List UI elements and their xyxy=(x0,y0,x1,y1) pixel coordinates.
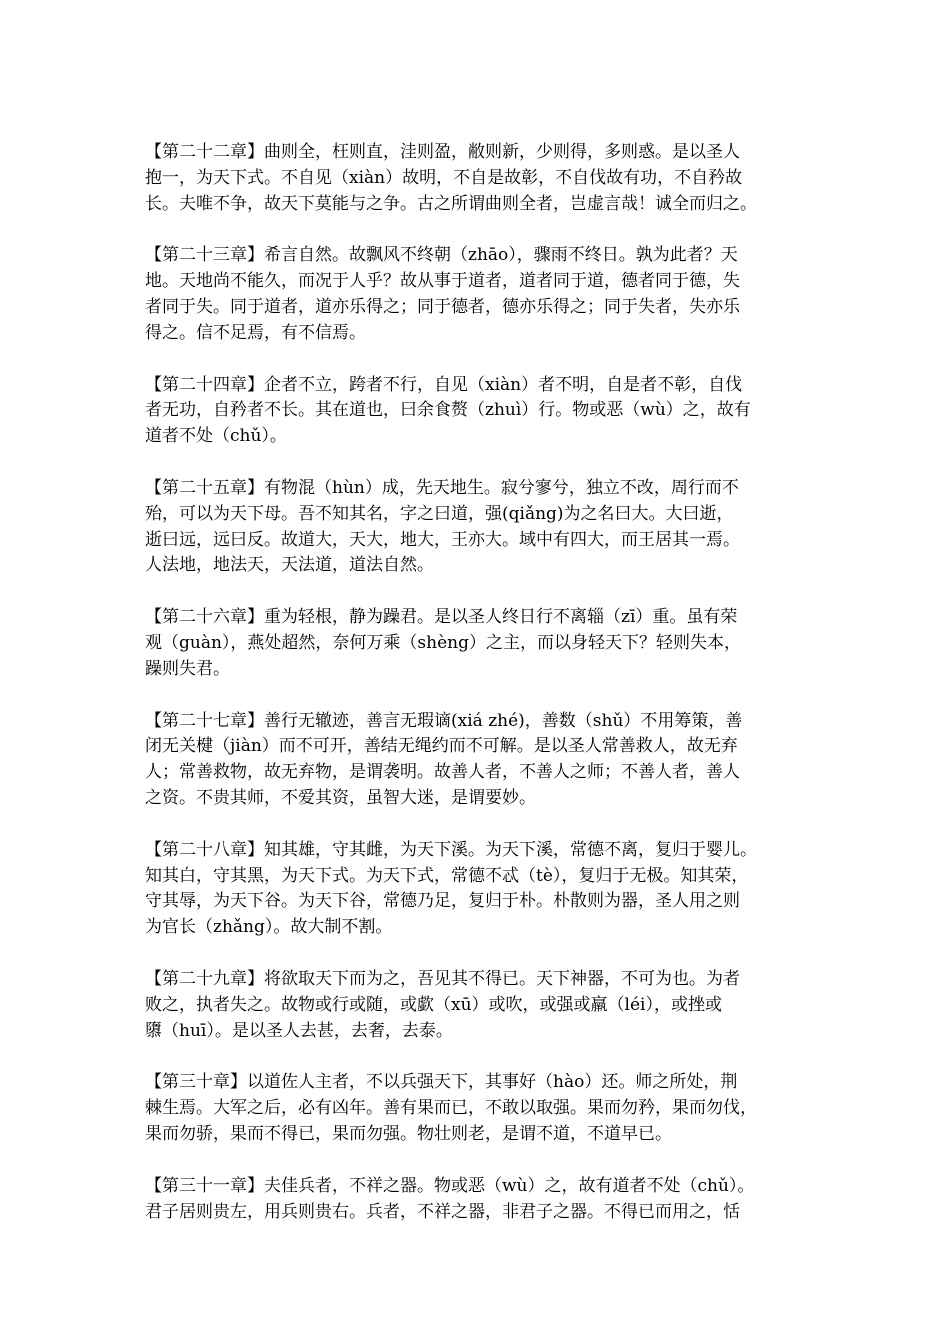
text-line: 君子居则贵左，用兵则贵右。兵者，不祥之器，非君子之器。不得已而用之，恬 xyxy=(145,1201,740,1222)
text-line: 之资。不贵其师，不爱其资，虽智大迷，是谓要妙。 xyxy=(145,787,536,808)
text-line: 人法地，地法天，天法道，道法自然。 xyxy=(145,555,434,576)
text-line: 【第三十一章】夫佳兵者，不祥之器。物或恶（wù）之，故有道者不处（chǔ）。 xyxy=(145,1175,755,1196)
text-line: 棘生焉。大军之后，必有凶年。善有果而已，不敢以取强。果而勿矜，果而勿伐， xyxy=(145,1098,757,1119)
chapter-26 xyxy=(145,605,810,682)
text-line: 者无功，自矜者不长。其在道也，曰余食赘（zhuì）行。物或恶（wù）之，故有 xyxy=(145,400,751,421)
text-line: 知其白，守其黑，为天下式。为天下式，常德不忒（tè），复归于无极。知其荣， xyxy=(145,865,749,886)
text-line: 观（guàn），燕处超然，奈何万乘（shèng）之主，而以身轻天下？轻则失本， xyxy=(145,632,741,653)
text-line: 【第二十九章】将欲取天下而为之，吾见其不得已。天下神器，不可为也。为者 xyxy=(145,968,740,989)
chapter-31 xyxy=(145,1174,810,1226)
text-line: 殆，可以为天下母。吾不知其名，字之曰道，强(qiǎng)为之名曰大。大曰逝， xyxy=(145,503,734,524)
text-line: 抱一，为天下式。不自见（xiàn）故明，不自是故彰，不自伐故有功，不自矜故 xyxy=(145,167,743,188)
text-line: 道者不处（chǔ）。 xyxy=(145,426,287,447)
text-line: 人；常善救物，故无弃物，是谓袭明。故善人者，不善人之师；不善人者，善人 xyxy=(145,762,740,783)
text-line: 为官长（zhǎng）。故大制不割。 xyxy=(145,917,393,938)
text-line: 【第二十六章】重为轻根，静为躁君。是以圣人终日行不离辎（zī）重。虽有荣 xyxy=(145,607,738,628)
text-line: 逝曰远，远曰反。故道大，天大，地大，王亦大。域中有四大，而王居其一焉。 xyxy=(145,529,740,550)
text-line: 得之。信不足焉，有不信焉。 xyxy=(145,322,366,343)
chapter-28 xyxy=(145,838,810,941)
text-line: 隳（huī）。是以圣人去甚，去奢，去泰。 xyxy=(145,1020,453,1041)
text-line: 闭无关楗（jiàn）而不可开，善结无绳约而不可解。是以圣人常善救人，故无弃 xyxy=(145,736,738,757)
chapter-24 xyxy=(145,373,810,450)
text-line: 【第二十四章】企者不立，跨者不行，自见（xiàn）者不明，自是者不彰，自伐 xyxy=(145,374,743,395)
text-line: 【第二十二章】曲则全，枉则直，洼则盈，敝则新，少则得，多则惑。是以圣人 xyxy=(145,142,740,162)
chapter-23 xyxy=(145,243,810,346)
chapter-25 xyxy=(145,476,810,579)
chapter-30 xyxy=(145,1070,810,1147)
text-line: 长。夫唯不争，故天下莫能与之争。古之所谓曲则全者，岂虚言哉！诚全而归之。 xyxy=(145,193,757,214)
text-line: 败之，执者失之。故物或行或随，或歔（xū）或吹，或强或羸（léi），或挫或 xyxy=(145,994,722,1015)
text-line: 【第三十章】以道佐人主者，不以兵强天下，其事好（hào）还。师之所处，荆 xyxy=(145,1072,738,1093)
document-page xyxy=(145,140,810,1251)
chapter-29 xyxy=(145,967,810,1044)
text-line: 者同于失。同于道者，道亦乐得之；同于德者，德亦乐得之；同于失者，失亦乐 xyxy=(145,296,740,317)
text-line: 果而勿骄，果而不得已，果而勿强。物壮则老，是谓不道，不道早已。 xyxy=(145,1123,672,1144)
text-line: 【第二十七章】善行无辙迹，善言无瑕谪(xiá zhé)，善数（shǔ）不用筹策，善 xyxy=(145,710,743,731)
text-line: 地。天地尚不能久，而况于人乎？故从事于道者，道者同于道，德者同于德，失 xyxy=(145,271,740,292)
chapter-22 xyxy=(145,140,810,217)
text-line: 躁则失君。 xyxy=(145,658,230,679)
chapter-27 xyxy=(145,709,810,812)
text-line: 【第二十八章】知其雄，守其雌，为天下溪。为天下溪，常德不离，复归于婴儿。 xyxy=(145,839,757,860)
text-line: 【第二十三章】希言自然。故飘风不终朝（zhāo），骤雨不终日。孰为此者？天 xyxy=(145,245,738,266)
text-line: 【第二十五章】有物混（hùn）成，先天地生。寂兮寥兮，独立不改，周行而不 xyxy=(145,477,739,498)
text-line: 守其辱，为天下谷。为天下谷，常德乃足，复归于朴。朴散则为器，圣人用之则 xyxy=(145,891,740,912)
